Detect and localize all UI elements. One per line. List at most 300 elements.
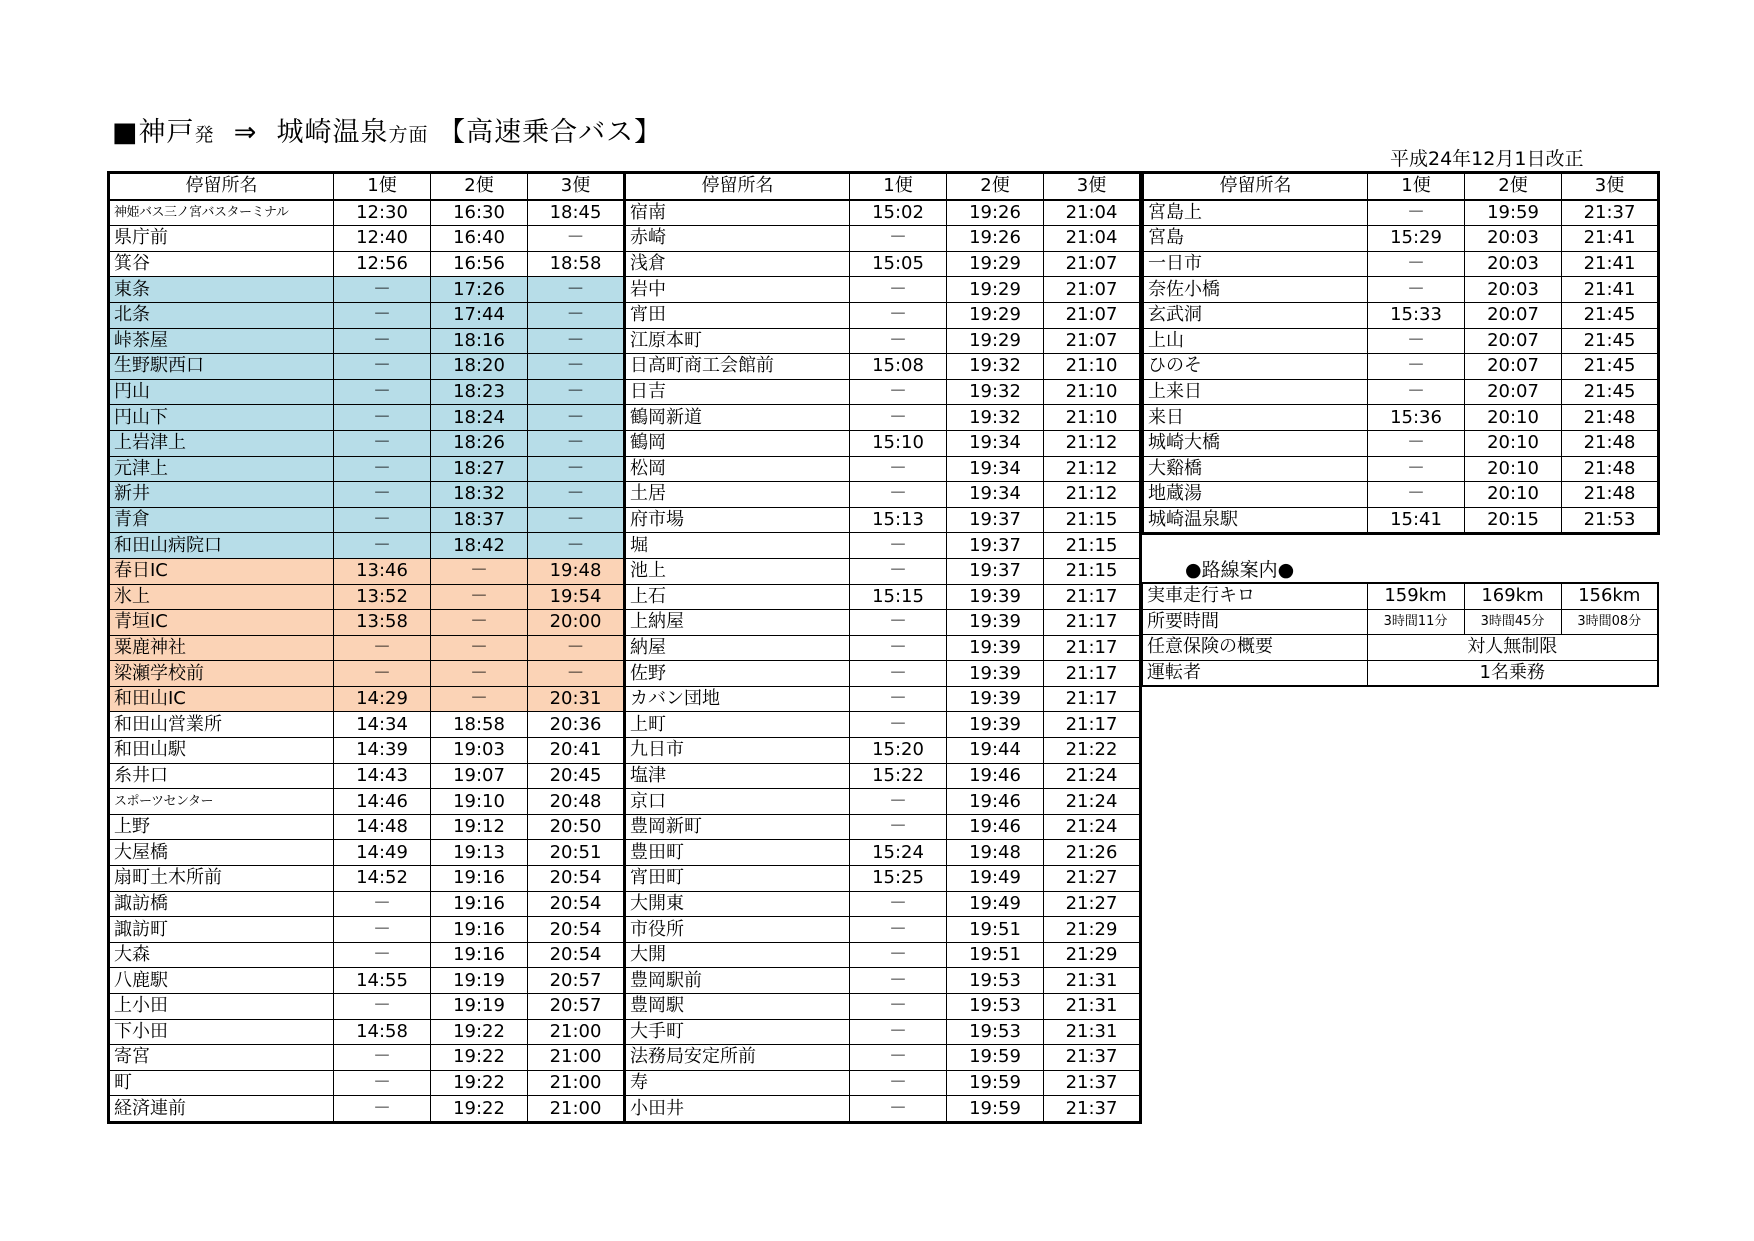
title-hatsu: 発 (194, 124, 215, 146)
departure-time: 21:48 (1562, 456, 1659, 482)
departure-time: 15:22 (850, 763, 947, 789)
table-row (109, 866, 1141, 892)
departure-time: － (1368, 354, 1465, 380)
departure-time: 19:29 (947, 251, 1044, 277)
table-row (109, 635, 1141, 661)
departure-time: 19:39 (947, 712, 1044, 738)
table-row (109, 763, 1141, 789)
departure-time: － (431, 686, 528, 712)
departure-time: － (431, 610, 528, 636)
stop-name: 大手町 (625, 1019, 850, 1045)
departure-time: 20:07 (1465, 302, 1562, 328)
departure-time: 14:58 (334, 1019, 431, 1045)
departure-time: 21:07 (1044, 302, 1141, 328)
stop-name: 和田山IC (109, 686, 334, 712)
stop-name: 箕谷 (109, 251, 334, 277)
table-row (109, 968, 1141, 994)
route-info-label: 任意保険の概要 (1142, 635, 1367, 661)
departure-time: － (528, 661, 625, 687)
header-stop-name: 停留所名 (1143, 173, 1368, 200)
table-row (109, 277, 1141, 303)
departure-time: － (850, 1096, 947, 1123)
departure-time: 18:58 (431, 712, 528, 738)
departure-time: 20:00 (528, 610, 625, 636)
departure-time: 19:49 (947, 866, 1044, 892)
departure-time: 19:54 (528, 584, 625, 610)
departure-time: 19:51 (947, 942, 1044, 968)
departure-time: － (528, 379, 625, 405)
departure-time: 19:59 (947, 1045, 1044, 1071)
departure-time: 21:15 (1044, 558, 1141, 584)
stop-name: 新井 (109, 482, 334, 508)
departure-time: 19:16 (431, 891, 528, 917)
departure-time: 14:49 (334, 840, 431, 866)
departure-time: － (334, 942, 431, 968)
departure-time: 19:53 (947, 994, 1044, 1020)
departure-time: － (528, 226, 625, 252)
departure-time: 20:45 (528, 763, 625, 789)
departure-time: 19:32 (947, 405, 1044, 431)
departure-time: 21:31 (1044, 1019, 1141, 1045)
table-row (109, 379, 1141, 405)
table-row (109, 430, 1141, 456)
table-row (109, 840, 1141, 866)
departure-time: 18:23 (431, 379, 528, 405)
departure-time: 20:57 (528, 968, 625, 994)
departure-time: － (850, 942, 947, 968)
departure-time: 20:03 (1465, 226, 1562, 252)
departure-time: 21:37 (1044, 1045, 1141, 1071)
departure-time: 21:48 (1562, 430, 1659, 456)
departure-time: － (334, 661, 431, 687)
table-row (109, 328, 1141, 354)
departure-time: 21:04 (1044, 226, 1141, 252)
departure-time: － (334, 277, 431, 303)
departure-time: － (850, 661, 947, 687)
table-row (109, 226, 1141, 252)
departure-time: － (850, 994, 947, 1020)
stop-name: 和田山営業所 (109, 712, 334, 738)
departure-time: － (528, 328, 625, 354)
departure-time: 21:24 (1044, 814, 1141, 840)
departure-time: 21:24 (1044, 789, 1141, 815)
stop-name: 大開 (625, 942, 850, 968)
stop-name: ひのそ (1143, 354, 1368, 380)
stop-name: 県庁前 (109, 226, 334, 252)
departure-time: 20:54 (528, 942, 625, 968)
departure-time: 19:19 (431, 994, 528, 1020)
departure-time: 20:31 (528, 686, 625, 712)
departure-time: 14:48 (334, 814, 431, 840)
header-bin-1: 1便 (334, 173, 431, 200)
timetable-right (1141, 171, 1660, 535)
departure-time: 18:37 (431, 507, 528, 533)
departure-time: 20:07 (1465, 379, 1562, 405)
header-row (109, 173, 1141, 200)
title-kind: 【高速乗合バス】 (438, 117, 663, 148)
stop-name: 鶴岡 (625, 430, 850, 456)
table-row (1143, 482, 1659, 508)
route-info-value: 156km (1561, 583, 1658, 609)
departure-time: － (431, 661, 528, 687)
departure-time: 17:44 (431, 302, 528, 328)
stop-name: 神姫バス三ノ宮バスターミナル (109, 200, 334, 226)
route-info-row (1142, 583, 1658, 609)
departure-time: 15:36 (1368, 405, 1465, 431)
departure-time: 15:20 (850, 738, 947, 764)
departure-time: 21:00 (528, 1096, 625, 1123)
departure-time: 19:22 (431, 1096, 528, 1123)
stop-name: 東条 (109, 277, 334, 303)
departure-time: 21:17 (1044, 712, 1141, 738)
title-prefix: ■神戸 (112, 117, 195, 148)
table-row (109, 814, 1141, 840)
departure-time: － (334, 405, 431, 431)
header-bin-2: 2便 (1465, 173, 1562, 200)
departure-time: － (334, 328, 431, 354)
departure-time: － (528, 635, 625, 661)
departure-time: 19:26 (947, 200, 1044, 226)
departure-time: － (528, 354, 625, 380)
title-destination: 城崎温泉 (276, 117, 389, 148)
departure-time: 21:04 (1044, 200, 1141, 226)
stop-name: 豊岡新町 (625, 814, 850, 840)
departure-time: 21:45 (1562, 328, 1659, 354)
departure-time: 19:19 (431, 968, 528, 994)
route-info-value: 対人無制限 (1367, 635, 1658, 661)
departure-time: 20:07 (1465, 354, 1562, 380)
stop-name: 粟鹿神社 (109, 635, 334, 661)
route-info-value: 3時間45分 (1464, 609, 1561, 635)
title-direction: 方面 (388, 124, 429, 146)
departure-time: 21:31 (1044, 994, 1141, 1020)
departure-time: 19:22 (431, 1019, 528, 1045)
departure-time: 18:58 (528, 251, 625, 277)
table-row (1143, 302, 1659, 328)
route-info-value: 3時間08分 (1561, 609, 1658, 635)
departure-time: － (850, 405, 947, 431)
table-row (109, 1070, 1141, 1096)
departure-time: 20:10 (1465, 405, 1562, 431)
stop-name: 大開東 (625, 891, 850, 917)
departure-time: － (850, 712, 947, 738)
table-row (1143, 405, 1659, 431)
stop-name: 扇町土木所前 (109, 866, 334, 892)
departure-time: 18:42 (431, 533, 528, 559)
stop-name: 下小田 (109, 1019, 334, 1045)
stop-name: 上岩津上 (109, 430, 334, 456)
stop-name: 上小田 (109, 994, 334, 1020)
departure-time: 13:58 (334, 610, 431, 636)
departure-time: 21:07 (1044, 328, 1141, 354)
departure-time: 19:32 (947, 354, 1044, 380)
stop-name: 小田井 (625, 1096, 850, 1123)
stop-name: 上石 (625, 584, 850, 610)
table-row (109, 661, 1141, 687)
departure-time: 14:55 (334, 968, 431, 994)
stop-name: 上町 (625, 712, 850, 738)
departure-time: 19:37 (947, 533, 1044, 559)
departure-time: 19:39 (947, 686, 1044, 712)
table-row (109, 482, 1141, 508)
departure-time: 21:48 (1562, 405, 1659, 431)
departure-time: 19:46 (947, 763, 1044, 789)
stop-name: 城崎大橋 (1143, 430, 1368, 456)
departure-time: 19:22 (431, 1045, 528, 1071)
departure-time: 21:37 (1562, 200, 1659, 226)
stop-name: 和田山病院口 (109, 533, 334, 559)
stop-name: 諏訪橋 (109, 891, 334, 917)
departure-time: 14:43 (334, 763, 431, 789)
departure-time: 19:48 (528, 558, 625, 584)
departure-time: 18:32 (431, 482, 528, 508)
route-info-value: 159km (1367, 583, 1464, 609)
route-info-label: 所要時間 (1142, 609, 1367, 635)
departure-time: 19:22 (431, 1070, 528, 1096)
departure-time: 14:52 (334, 866, 431, 892)
stop-name: 日高町商工会館前 (625, 354, 850, 380)
departure-time: 21:41 (1562, 251, 1659, 277)
departure-time: － (850, 814, 947, 840)
table-row (1143, 430, 1659, 456)
stop-name: 上来日 (1143, 379, 1368, 405)
departure-time: 20:54 (528, 917, 625, 943)
departure-time: － (334, 533, 431, 559)
route-info-heading: ●路線案内● (1185, 559, 1295, 581)
departure-time: － (334, 635, 431, 661)
departure-time: － (850, 686, 947, 712)
route-info-row (1142, 609, 1658, 635)
stop-name: 円山 (109, 379, 334, 405)
stop-name: 豊岡駅前 (625, 968, 850, 994)
departure-time: 19:53 (947, 968, 1044, 994)
route-info-row (1142, 660, 1658, 686)
departure-time: 18:20 (431, 354, 528, 380)
departure-time: － (334, 1070, 431, 1096)
departure-time: － (850, 891, 947, 917)
departure-time: 19:39 (947, 635, 1044, 661)
departure-time: 17:26 (431, 277, 528, 303)
departure-time: 20:48 (528, 789, 625, 815)
table-row (109, 302, 1141, 328)
departure-time: 19:29 (947, 328, 1044, 354)
departure-time: 20:10 (1465, 430, 1562, 456)
departure-time: － (528, 533, 625, 559)
stop-name: 京口 (625, 789, 850, 815)
table-row (109, 456, 1141, 482)
departure-time: 21:10 (1044, 405, 1141, 431)
departure-time: － (850, 379, 947, 405)
departure-time: 21:45 (1562, 302, 1659, 328)
departure-time: 21:45 (1562, 379, 1659, 405)
departure-time: 14:29 (334, 686, 431, 712)
header-bin-2: 2便 (431, 173, 528, 200)
departure-time: － (334, 456, 431, 482)
stop-name: 岩中 (625, 277, 850, 303)
departure-time: 21:15 (1044, 533, 1141, 559)
departure-time: 16:56 (431, 251, 528, 277)
departure-time: － (528, 405, 625, 431)
departure-time: 20:51 (528, 840, 625, 866)
departure-time: 13:52 (334, 584, 431, 610)
departure-time: － (334, 994, 431, 1020)
stop-name: 上野 (109, 814, 334, 840)
stop-name: 宮島上 (1143, 200, 1368, 226)
departure-time: － (850, 917, 947, 943)
departure-time: 19:32 (947, 379, 1044, 405)
departure-time: 21:17 (1044, 661, 1141, 687)
departure-time: － (1368, 482, 1465, 508)
departure-time: 20:54 (528, 866, 625, 892)
table-row (109, 994, 1141, 1020)
table-row (109, 584, 1141, 610)
departure-time: 19:51 (947, 917, 1044, 943)
departure-time: 19:29 (947, 277, 1044, 303)
departure-time: － (528, 507, 625, 533)
stop-name: 上山 (1143, 328, 1368, 354)
table-row (109, 405, 1141, 431)
departure-time: 18:24 (431, 405, 528, 431)
stop-name: 豊岡駅 (625, 994, 850, 1020)
departure-time: － (334, 430, 431, 456)
stop-name: 奈佐小橋 (1143, 277, 1368, 303)
table-row (109, 558, 1141, 584)
departure-time: － (334, 891, 431, 917)
stop-name: 鶴岡新道 (625, 405, 850, 431)
stop-name: 納屋 (625, 635, 850, 661)
departure-time: 19:12 (431, 814, 528, 840)
departure-time: 18:26 (431, 430, 528, 456)
departure-time: － (850, 610, 947, 636)
departure-time: 20:10 (1465, 456, 1562, 482)
departure-time: 21:26 (1044, 840, 1141, 866)
stop-name: 八鹿駅 (109, 968, 334, 994)
departure-time: 19:16 (431, 866, 528, 892)
departure-time: 19:34 (947, 456, 1044, 482)
departure-time: 20:03 (1465, 277, 1562, 303)
table-row (109, 507, 1141, 533)
page-title (112, 110, 662, 149)
departure-time: － (334, 917, 431, 943)
departure-time: 19:59 (947, 1096, 1044, 1123)
departure-time: 21:53 (1562, 507, 1659, 534)
departure-time: － (1368, 251, 1465, 277)
departure-time: 20:10 (1465, 482, 1562, 508)
table-row (109, 712, 1141, 738)
header-bin-3: 3便 (1562, 173, 1659, 200)
departure-time: － (850, 558, 947, 584)
stop-name: 北条 (109, 302, 334, 328)
departure-time: － (528, 277, 625, 303)
departure-time: 21:10 (1044, 354, 1141, 380)
stop-name: 九日市 (625, 738, 850, 764)
table-row (109, 917, 1141, 943)
departure-time: 15:24 (850, 840, 947, 866)
stop-name: 法務局安定所前 (625, 1045, 850, 1071)
departure-time: 19:46 (947, 789, 1044, 815)
departure-time: 21:00 (528, 1045, 625, 1071)
departure-time: 21:24 (1044, 763, 1141, 789)
departure-time: － (334, 482, 431, 508)
departure-time: 15:08 (850, 354, 947, 380)
route-info-row (1142, 635, 1658, 661)
departure-time: － (1368, 277, 1465, 303)
departure-time: 19:16 (431, 942, 528, 968)
header-bin-3: 3便 (1044, 173, 1141, 200)
stop-name: 春日IC (109, 558, 334, 584)
revision-date: 平成24年12月1日改正 (1390, 148, 1584, 170)
table-row (109, 789, 1141, 815)
departure-time: 20:57 (528, 994, 625, 1020)
departure-time: 21:17 (1044, 610, 1141, 636)
stop-name: 堀 (625, 533, 850, 559)
departure-time: 21:41 (1562, 226, 1659, 252)
departure-time: － (528, 430, 625, 456)
departure-time: － (334, 302, 431, 328)
departure-time: 20:41 (528, 738, 625, 764)
departure-time: － (1368, 200, 1465, 226)
departure-time: － (334, 354, 431, 380)
stop-name: スポーツセンター (109, 789, 334, 815)
departure-time: 19:10 (431, 789, 528, 815)
stop-name: 元津上 (109, 456, 334, 482)
departure-time: 21:29 (1044, 942, 1141, 968)
departure-time: 12:56 (334, 251, 431, 277)
header-bin-1: 1便 (850, 173, 947, 200)
departure-time: － (334, 507, 431, 533)
departure-time: 19:46 (947, 814, 1044, 840)
departure-time: 15:10 (850, 430, 947, 456)
departure-time: 21:07 (1044, 251, 1141, 277)
table-row (1143, 328, 1659, 354)
departure-time: 20:36 (528, 712, 625, 738)
departure-time: － (334, 1096, 431, 1123)
header-stop-name: 停留所名 (109, 173, 334, 200)
departure-time: 21:00 (528, 1070, 625, 1096)
departure-time: 14:46 (334, 789, 431, 815)
departure-time: － (850, 482, 947, 508)
departure-time: 19:37 (947, 558, 1044, 584)
departure-time: 19:53 (947, 1019, 1044, 1045)
departure-time: － (850, 1019, 947, 1045)
departure-time: － (1368, 379, 1465, 405)
departure-time: 14:39 (334, 738, 431, 764)
departure-time: 19:44 (947, 738, 1044, 764)
table-row (109, 891, 1141, 917)
stop-name: 宿南 (625, 200, 850, 226)
stop-name: 市役所 (625, 917, 850, 943)
departure-time: 12:30 (334, 200, 431, 226)
stop-name: 浅倉 (625, 251, 850, 277)
stop-name: 糸井口 (109, 763, 334, 789)
departure-time: 21:27 (1044, 891, 1141, 917)
stop-name: 大谿橋 (1143, 456, 1368, 482)
table-row (1143, 354, 1659, 380)
departure-time: 21:17 (1044, 635, 1141, 661)
departure-time: 21:10 (1044, 379, 1141, 405)
stop-name: 生野駅西口 (109, 354, 334, 380)
stop-name: 池上 (625, 558, 850, 584)
stop-name: カバン団地 (625, 686, 850, 712)
departure-time: 15:15 (850, 584, 947, 610)
departure-time: － (850, 533, 947, 559)
departure-time: 15:33 (1368, 302, 1465, 328)
table-row (109, 533, 1141, 559)
stop-name: 大森 (109, 942, 334, 968)
departure-time: － (850, 1070, 947, 1096)
departure-time: － (528, 456, 625, 482)
departure-time: － (1368, 430, 1465, 456)
